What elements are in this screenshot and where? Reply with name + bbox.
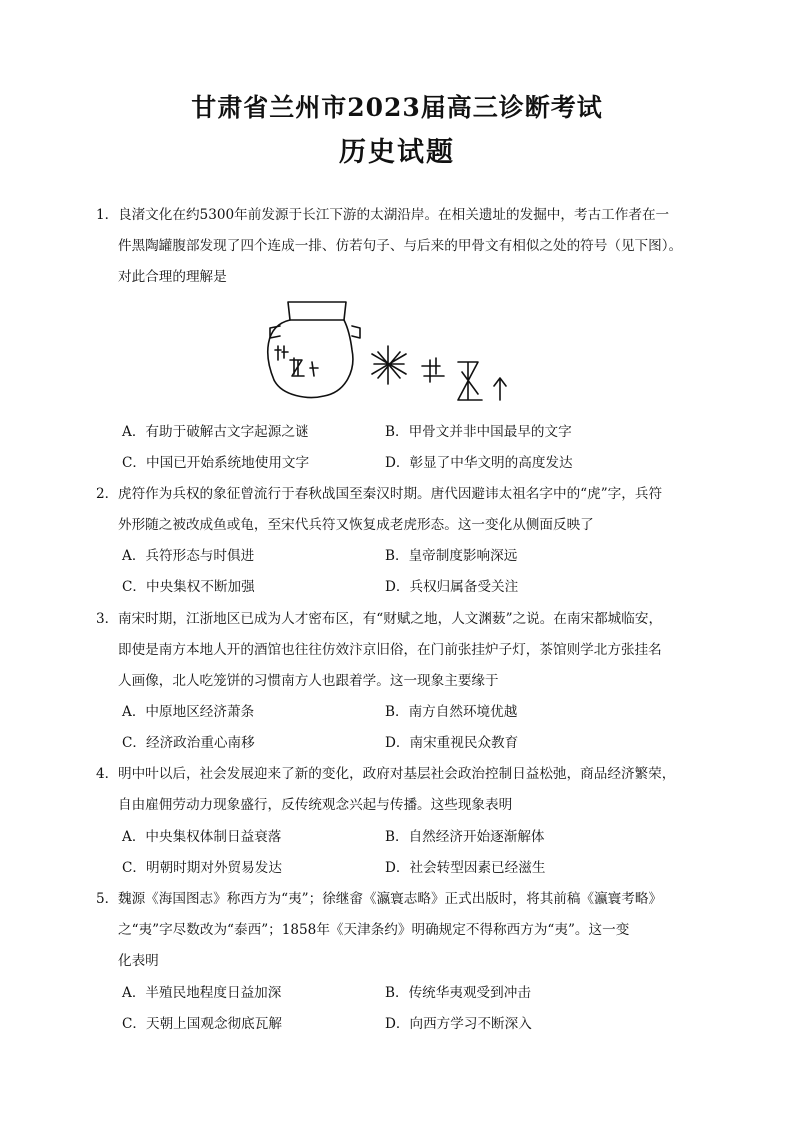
question-4-text-line-1: 明中叶以后，社会发展迎来了新的变化，政府对基层社会政治控制日益松弛，商品经济繁荣， <box>118 766 676 782</box>
question-3-option-b[interactable]: B．南方自然环境优越 <box>385 704 518 720</box>
question-3-number: 3． <box>96 611 119 627</box>
question-1-text-line-2: 件黑陶罐腹部发现了四个连成一排、仿若句子、与后来的甲骨文有相似之处的符号（见下图）。 <box>118 238 683 254</box>
question-3-text-line-2: 即使是南方本地人开的酒馆也往往仿效汴京旧俗，在门前张挂炉子灯，茶馆则学北方张挂名 <box>118 642 662 658</box>
question-2-option-a[interactable]: A．兵符形态与时俱进 <box>122 548 255 564</box>
question-5-number: 5． <box>96 891 119 907</box>
question-1-option-c[interactable]: C．中国已开始系统地使用文字 <box>122 455 310 471</box>
pottery-jar-drawing <box>254 296 526 414</box>
question-2-text-line-2: 外形随之被改成鱼或龟，至宋代兵符又恢复成老虎形态。这一变化从侧面反映了 <box>118 517 594 533</box>
question-1-option-a[interactable]: A．有助于破解古文字起源之谜 <box>122 424 309 440</box>
question-4-option-a[interactable]: A．中央集权体制日益衰落 <box>122 829 282 845</box>
question-1-text-line-1: 良渚文化在约5300年前发源于长江下游的太湖沿岸。在相关遗址的发掘中，考古工作者在一 <box>118 207 670 223</box>
question-2-text-line-1: 虎符作为兵权的象征曾流行于春秋战国至秦汉时期。唐代因避讳太祖名字中的“虎”字，兵符 <box>118 486 663 502</box>
question-5-text-line-1: 魏源《海国图志》称西方为“夷”；徐继畲《瀛寰志略》正式出版时，将其前稿《瀛寰考略》 <box>118 891 663 907</box>
question-5-option-b[interactable]: B．传统华夷观受到冲击 <box>385 985 531 1001</box>
question-5-option-c[interactable]: C．天朝上国观念彻底瓦解 <box>122 1016 282 1032</box>
question-4-option-b[interactable]: B．自然经济开始逐渐解体 <box>385 829 545 845</box>
question-3-option-c[interactable]: C．经济政治重心南移 <box>122 735 255 751</box>
question-5-text-line-3: 化表明 <box>118 953 159 969</box>
question-5-option-a[interactable]: A．半殖民地程度日益加深 <box>122 985 282 1001</box>
question-1-number: 1． <box>96 207 119 223</box>
question-1-option-b[interactable]: B．甲骨文并非中国最早的文字 <box>385 424 572 440</box>
question-1-option-d[interactable]: D．彰显了中华文明的高度发达 <box>385 455 573 471</box>
question-5-option-d[interactable]: D．向西方学习不断深入 <box>385 1016 532 1032</box>
question-2-number: 2． <box>96 486 119 502</box>
question-4-number: 4． <box>96 766 119 782</box>
question-2-option-d[interactable]: D．兵权归属备受关注 <box>385 579 519 595</box>
question-5-text-line-2: 之“夷”字尽数改为“泰西”；1858年《天津条约》明确规定不得称西方为“夷”。这一变 <box>118 922 630 938</box>
question-1-text-line-3: 对此合理的理解是 <box>118 269 227 285</box>
exam-title: 甘肃省兰州市2023届高三诊断考试 <box>191 93 603 122</box>
question-2-option-b[interactable]: B．皇帝制度影响深远 <box>385 548 518 564</box>
exam-subtitle: 历史试题 <box>339 137 455 168</box>
question-2-option-c[interactable]: C．中央集权不断加强 <box>122 579 255 595</box>
question-3-text-line-3: 人画像，北人吃笼饼的习惯南方人也跟着学。这一现象主要缘于 <box>118 673 499 689</box>
pottery-jar-symbols-figure <box>254 296 526 414</box>
question-4-option-c[interactable]: C．明朝时期对外贸易发达 <box>122 860 282 876</box>
question-3-option-a[interactable]: A．中原地区经济萧条 <box>122 704 255 720</box>
question-3-option-d[interactable]: D．南宋重视民众教育 <box>385 735 519 751</box>
question-4-option-d[interactable]: D．社会转型因素已经滋生 <box>385 860 546 876</box>
question-3-text-line-1: 南宋时期，江浙地区已成为人才密布区，有“财赋之地，人文渊薮”之说。在南宋都城临安， <box>118 611 663 627</box>
question-4-text-line-2: 自由雇佣劳动力现象盛行，反传统观念兴起与传播。这些现象表明 <box>118 797 513 813</box>
